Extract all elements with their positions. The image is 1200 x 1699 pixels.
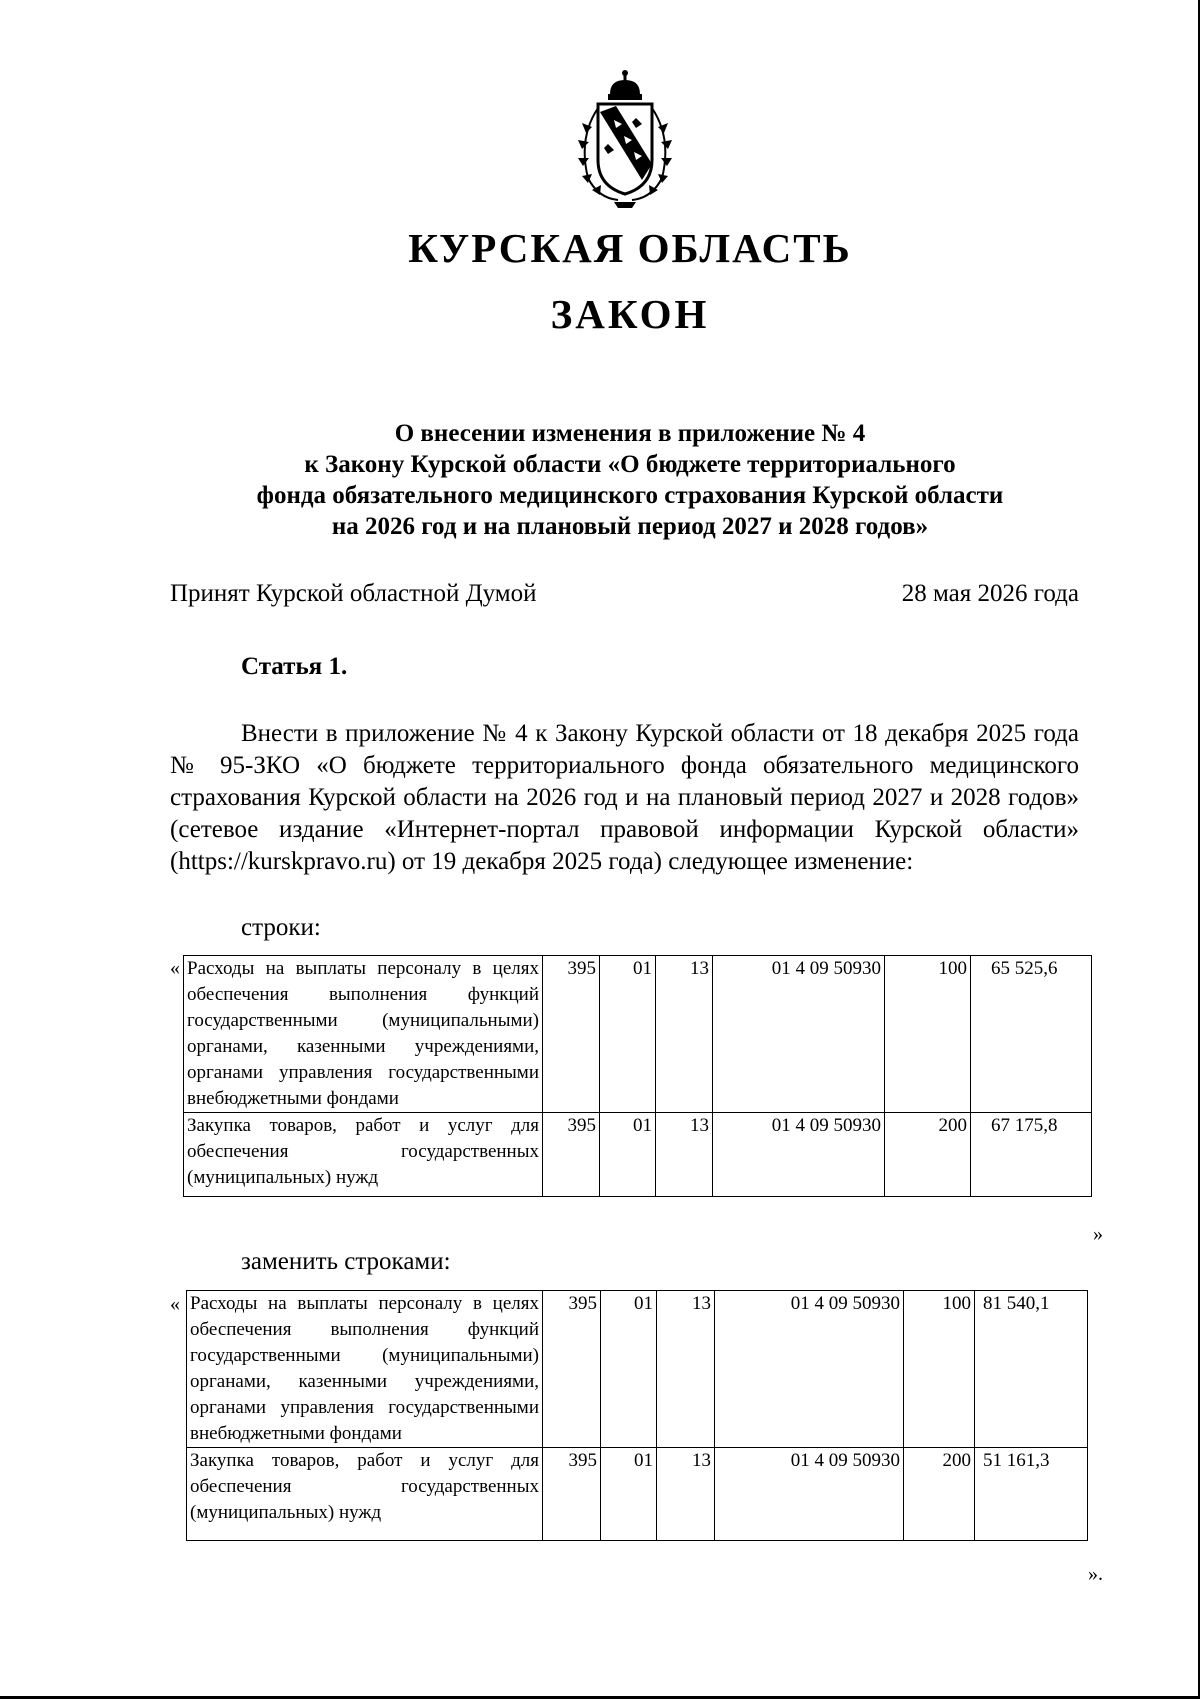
- row-code-gl: 395: [543, 1113, 600, 1197]
- table-row: [187, 1291, 1088, 1448]
- article-heading: Статья 1.: [241, 653, 348, 680]
- adopted-by: Принят Курской областной Думой: [170, 580, 537, 607]
- row-code-rz: 01: [601, 1291, 657, 1448]
- adoption-date: 28 мая 2026 года: [901, 580, 1079, 607]
- table-row: [184, 1113, 1092, 1197]
- table-row: [184, 956, 1092, 1113]
- region-name: КУРСКАЯ ОБЛАСТЬ: [408, 225, 852, 271]
- close-quote-final: ».: [1088, 1563, 1103, 1585]
- row-code-gl: 395: [543, 1448, 601, 1541]
- row-code-pr: 13: [656, 956, 713, 1113]
- row-code-rz: 01: [601, 1448, 657, 1541]
- row-code-vr: 200: [885, 1113, 971, 1197]
- document-type: ЗАКОН: [550, 291, 710, 337]
- row-code-csr: 01 4 09 50930: [713, 1113, 885, 1197]
- row-name: Закупка товаров, работ и услуг для обеспечения государственных (муниципальных) нужд: [184, 1113, 543, 1197]
- row-sum: 65 525,6: [971, 956, 1092, 1113]
- row-code-vr: 200: [904, 1448, 975, 1541]
- open-quote: «: [170, 1293, 180, 1315]
- row-code-pr: 13: [656, 1113, 713, 1197]
- replace-label: заменить строками:: [241, 1248, 451, 1275]
- lines-label: строки:: [241, 914, 321, 941]
- row-name: Закупка товаров, работ и услуг для обеспечения государственных (муниципальных) нужд: [187, 1448, 543, 1541]
- old-rows-table: [183, 955, 1092, 1197]
- row-name: Расходы на выплаты персоналу в целях обеспечения выполнения функций государственными (муниципальными) органами, казенными учреждениями, органами управления государственными внебюджетными фондами: [187, 1291, 543, 1448]
- row-sum: 81 540,1: [975, 1291, 1088, 1448]
- new-rows-table: [186, 1290, 1088, 1541]
- close-quote: »: [1093, 1223, 1103, 1245]
- row-code-pr: 13: [657, 1291, 715, 1448]
- article-paragraph: Внести в приложение № 4 к Закону Курской области от 18 декабря 2025 года № 95-ЗКО «О бюджете территориального фонда обязательного медицинского страхования Курской области на 2026 год и на плановый период 2027 и 2028 годов» (сетевое издание «Интернет-портал правовой информации Курской области» (https://kurskpravo.ru) от 19 декабря 2025 года) следующее изменение:: [170, 720, 1079, 875]
- law-title-line: к Закону Курской области «О бюджете территориального: [304, 451, 956, 478]
- row-code-rz: 01: [600, 1113, 656, 1197]
- row-code-pr: 13: [657, 1448, 715, 1541]
- row-code-rz: 01: [600, 956, 656, 1113]
- row-code-csr: 01 4 09 50930: [715, 1448, 904, 1541]
- row-code-vr: 100: [885, 956, 971, 1113]
- row-name: Расходы на выплаты персоналу в целях обеспечения выполнения функций государственными (муниципальными) органами, казенными учреждениями, органами управления государственными внебюджетными фондами: [184, 956, 543, 1113]
- article-body: [170, 718, 1079, 878]
- row-code-csr: 01 4 09 50930: [713, 956, 885, 1113]
- law-title: [170, 418, 1090, 542]
- row-sum: 67 175,8: [971, 1113, 1092, 1197]
- row-code-gl: 395: [543, 956, 600, 1113]
- table-row: [187, 1448, 1088, 1541]
- law-title-line: на 2026 год и на плановый период 2027 и 2028 годов»: [331, 513, 929, 540]
- open-quote: «: [170, 957, 180, 979]
- row-code-gl: 395: [543, 1291, 601, 1448]
- coat-of-arms-emblem: [558, 68, 692, 208]
- row-code-csr: 01 4 09 50930: [715, 1291, 904, 1448]
- law-title-line: О внесении изменения в приложение № 4: [394, 420, 866, 447]
- row-sum: 51 161,3: [975, 1448, 1088, 1541]
- row-code-vr: 100: [904, 1291, 975, 1448]
- law-title-line: фонда обязательного медицинского страхования Курской области: [256, 482, 1004, 509]
